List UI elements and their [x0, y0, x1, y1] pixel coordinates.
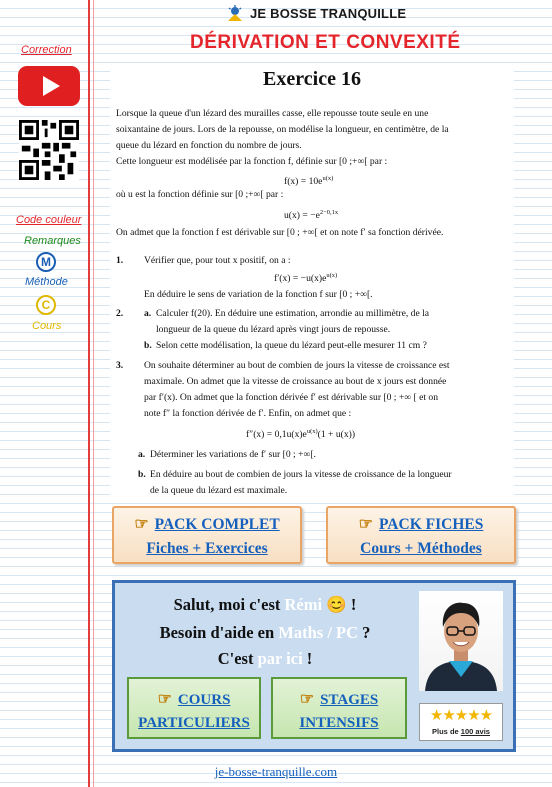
- question-1-text: Vérifier que, pour tout x positif, on a :: [144, 255, 291, 266]
- question-3-line: par f′(x). On admet que la fonction dérivée f′ est dérivable sur [0 ; +∞ [ et on: [144, 392, 439, 403]
- question-2a-text: Calculer f(20). En déduire une estimation, arrondie au millimètre, de la: [156, 308, 430, 319]
- brand-name: JE BOSSE TRANQUILLE: [250, 5, 407, 21]
- q3-formula-exponent: u(x): [306, 428, 318, 435]
- tutoring-promo: [112, 580, 516, 752]
- question-1-number: 1.: [116, 255, 124, 266]
- promo-greeting: [115, 595, 415, 615]
- cours-badge-icon: C: [36, 295, 56, 315]
- pointing-hand-icon: ☞: [299, 691, 315, 708]
- code-couleur-label: Code couleur: [16, 214, 82, 226]
- promo-help-prefix: Besoin d'aide en: [159, 623, 279, 642]
- question-1-follow: En déduire le sens de variation de la fonction f sur [0 ; +∞[.: [144, 289, 373, 300]
- promo-cta-prefix: C'est: [217, 649, 258, 668]
- f-formula-exponent: u(x): [322, 175, 334, 182]
- rating-count-value: 100 avis: [460, 727, 490, 736]
- promo-help-suffix: ?: [358, 623, 371, 642]
- question-3-number: 3.: [116, 360, 124, 371]
- f-formula: [284, 175, 333, 187]
- u-formula: [284, 209, 338, 221]
- u-intro: où u est la fonction définie sur [0 ;+∞[ par :: [116, 189, 284, 200]
- rating-badge: [419, 703, 503, 741]
- promo-help: [115, 623, 415, 643]
- remarques-label: Remarques: [24, 235, 81, 247]
- question-3a-text: Déterminer les variations de f′ sur [0 ; +∞[.: [150, 449, 316, 460]
- cours-button-line1: COURS: [177, 692, 231, 708]
- question-2a-text: longueur de la queue du lézard après vingt jours de repousse.: [156, 324, 391, 335]
- question-3-line: maximale. On admet que la vitesse de croissance au bout de x jours est donnée: [144, 376, 447, 387]
- rating-count: [420, 727, 502, 736]
- q3-formula-base: f″(x) = 0,1u(x)e: [246, 429, 307, 441]
- promo-cta-link[interactable]: par ici: [257, 649, 303, 668]
- question-2b-text: Selon cette modélisation, la queue du lézard peut-elle mesurer 11 cm ?: [156, 340, 427, 351]
- pack-fiches-subtitle: Cours + Méthodes: [360, 540, 482, 557]
- pack-complet-title: PACK COMPLET: [154, 516, 280, 533]
- rating-prefix: Plus de: [432, 727, 461, 736]
- u-formula-exponent: 2−0,1x: [319, 209, 339, 216]
- margin-rule: [88, 0, 90, 787]
- intro-line: Cette longueur est modélisée par la fonction f, définie sur [0 ;+∞[ par :: [116, 156, 388, 167]
- methode-badge-icon: M: [36, 252, 56, 272]
- question-3-line: On souhaite déterminer au bout de combien de jours la vitesse de croissance est: [144, 360, 450, 371]
- question-2b-label: b.: [144, 340, 152, 351]
- question-2-number: 2.: [116, 308, 124, 319]
- question-3-line: note f″ la fonction dérivée de f′. Enfin, on admet que :: [144, 408, 352, 419]
- q3-formula: [246, 428, 355, 440]
- question-3a-label: a.: [138, 449, 146, 460]
- play-icon: [43, 76, 60, 96]
- brand-logo-icon: [226, 4, 244, 22]
- pack-fiches-title: PACK FICHES: [378, 516, 484, 533]
- promo-greeting-prefix: Salut, moi c'est: [173, 595, 285, 614]
- pack-fiches-button[interactable]: [326, 506, 516, 564]
- intro-line: soixantaine de jours. Lors de la repousse, on modélise la longueur, en centimètre, de la: [116, 124, 449, 135]
- q3-formula-tail: (1 + u(x)): [317, 429, 356, 441]
- margin-rule-secondary: [93, 0, 94, 787]
- promo-greeting-suffix: 😊 !: [322, 595, 357, 614]
- pointing-hand-icon: ☞: [157, 691, 172, 708]
- q1-formula-base: f′(x) = −u(x)e: [274, 273, 327, 285]
- qr-code-icon[interactable]: [19, 120, 79, 180]
- pack-complet-button[interactable]: [112, 506, 302, 564]
- stages-button-line1: STAGES: [320, 692, 379, 708]
- question-2a-label: a.: [144, 308, 152, 319]
- website-link[interactable]: je-bosse-tranquille.com: [214, 764, 338, 779]
- exercise-card: [110, 64, 514, 500]
- admit-text: On admet que la fonction f est dérivable sur [0 ; +∞[ et on note f′ sa fonction dérivée.: [116, 227, 444, 238]
- cours-label: Cours: [32, 320, 62, 332]
- promo-subject: Maths / PC: [278, 623, 359, 642]
- question-3b-label: b.: [138, 469, 146, 480]
- methode-label: Méthode: [25, 276, 68, 288]
- f-formula-base: f(x) = 10e: [284, 176, 323, 188]
- stages-button-line2: INTENSIFS: [299, 715, 379, 731]
- page-title: DÉRIVATION ET CONVEXITÉ: [190, 32, 461, 53]
- q1-formula: [274, 272, 337, 284]
- correction-label: Correction: [21, 44, 72, 56]
- exercise-title: Exercice 16: [263, 68, 361, 90]
- cours-particuliers-button[interactable]: [127, 677, 261, 739]
- tutor-photo: [419, 591, 503, 691]
- q1-formula-exponent: u(x): [326, 272, 338, 279]
- pointing-hand-icon: ☞: [358, 516, 373, 533]
- u-formula-base: u(x) = −e: [284, 210, 320, 222]
- rating-stars-icon: ★★★★★: [429, 708, 493, 724]
- youtube-correction-button[interactable]: [18, 66, 80, 106]
- brand-header[interactable]: [226, 4, 406, 22]
- intro-line: queue du lézard en fonction du nombre de jours.: [116, 140, 302, 151]
- tutor-avatar-icon: [419, 591, 503, 691]
- pointing-hand-icon: ☞: [134, 516, 149, 533]
- intro-line: Lorsque la queue d'un lézard des murailles casse, elle repousse toute seule en une: [116, 108, 429, 119]
- question-3b-text: En déduire au bout de combien de jours la vitesse de croissance de la longueur: [150, 469, 452, 480]
- cours-button-line2: PARTICULIERS: [138, 715, 250, 731]
- pack-complet-subtitle: Fiches + Exercices: [146, 540, 268, 557]
- promo-cta: [115, 649, 415, 669]
- promo-cta-suffix: !: [302, 649, 313, 668]
- question-3b-text: de la queue du lézard est maximale.: [150, 485, 288, 496]
- stages-intensifs-button[interactable]: [271, 677, 407, 739]
- promo-name: Rémi: [284, 595, 323, 614]
